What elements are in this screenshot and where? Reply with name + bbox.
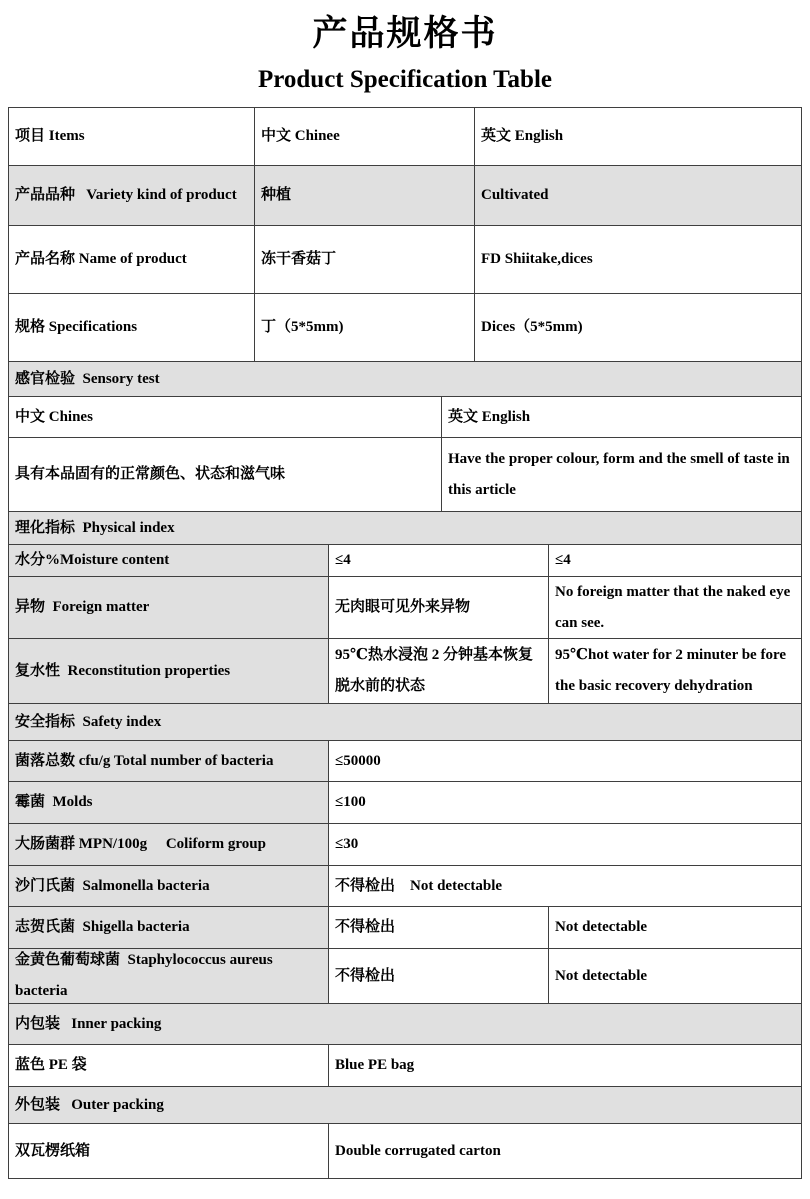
en-header-cell: 英文 English [441,397,801,437]
cn-value-cell: 丁（5*5mm) [254,294,474,361]
page-title-chinese: 产品规格书 [312,14,498,53]
cn-value-cell: 不得检出 [328,907,548,948]
value-cell: ≤100 [328,782,801,823]
cn-value-cell: 蓝色 PE 袋 [15,1057,87,1074]
row-reconstitution [9,638,801,703]
label-cell: 产品品种 Variety kind of product [9,166,254,225]
value-cell: ≤30 [328,824,801,865]
spec-table [8,107,802,1179]
row-shigella [9,906,801,948]
section-header-cell: 内包装 Inner packing [9,1004,801,1044]
row-coliform-group [9,823,801,865]
section-header-cell: 理化指标 Physical index [9,512,801,544]
section-header-cell: 安全指标 Safety index [9,704,801,740]
row-product-name [9,225,801,293]
cn-value-cell: 双瓦楞纸箱 [15,1142,91,1159]
label-cell: 产品名称 Name of product [15,251,187,268]
section-physical-index [9,511,801,544]
section-sensory-test [9,361,801,396]
items-header-cell: 项目 Items [15,128,85,145]
en-value-cell: 95℃hot water for 2 minuter be fore the basic recovery dehydration [548,639,801,703]
section-header-cell: 感官检验 Sensory test [9,362,801,396]
section-safety-index [9,703,801,740]
page-title-english: Product Specification Table [257,66,552,93]
value-cell: ≤50000 [328,741,801,781]
cn-value-cell: 无肉眼可见外来异物 [328,577,548,638]
en-value-cell: Have the proper colour, form and the smell of taste in this article [441,438,801,511]
en-value-cell: Double corrugated carton [328,1124,801,1178]
en-value-cell: Dices（5*5mm) [474,294,801,361]
row-outer-packing [9,1123,801,1178]
label-cell: 复水性 Reconstitution properties [9,639,328,703]
row-foreign-matter [9,576,801,638]
cn-value-cell: 种植 [254,166,474,225]
row-specifications [9,293,801,361]
row-moisture-content [9,544,801,576]
cn-header-cell: 中文 Chines [15,408,93,425]
row-molds [9,781,801,823]
cn-value-cell: 具有本品固有的正常颜色、状态和滋气味 [15,466,286,483]
en-value-cell: No foreign matter that the naked eye can see. [548,577,801,638]
row-staphylococcus [9,948,801,1003]
section-inner-packing [9,1003,801,1044]
cn-value-cell: 不得检出 [328,949,548,1003]
en-value-cell: Not detectable [548,949,801,1003]
chinese-header-cell: 中文 Chinee [254,108,474,165]
row-items-header [9,108,801,165]
row-variety-kind [9,165,801,225]
cn-value-cell: ≤4 [328,545,548,576]
label-cell: 菌落总数 cfu/g Total number of bacteria [9,741,328,781]
label-cell: 霉菌 Molds [9,782,328,823]
row-total-bacteria [9,740,801,781]
en-value-cell: ≤4 [548,545,801,576]
en-value-cell: Blue PE bag [328,1045,801,1086]
en-value-cell: Cultivated [474,166,801,225]
label-cell: 异物 Foreign matter [9,577,328,638]
section-outer-packing [9,1086,801,1123]
label-cell: 金黄色葡萄球菌 Staphylococcus aureus bacteria [9,949,328,1003]
label-cell: 志贺氏菌 Shigella bacteria [9,907,328,948]
cn-value-cell: 95℃热水浸泡 2 分钟基本恢复脱水前的状态 [328,639,548,703]
cn-value-cell: 冻干香菇丁 [254,226,474,293]
row-sensory-description [9,437,801,511]
en-value-cell: Not detectable [548,907,801,948]
label-cell: 规格 Specifications [15,319,138,336]
row-salmonella [9,865,801,906]
section-header-cell: 外包装 Outer packing [9,1087,801,1123]
row-sensory-languages [9,396,801,437]
english-header-cell: 英文 English [474,108,801,165]
row-inner-packing [9,1044,801,1086]
label-cell: 大肠菌群 MPN/100g Coliform group [9,824,328,865]
value-cell: 不得检出 Not detectable [328,866,801,906]
label-cell: 沙门氏菌 Salmonella bacteria [9,866,328,906]
label-cell: 水分%Moisture content [9,545,328,576]
en-value-cell: FD Shiitake,dices [474,226,801,293]
